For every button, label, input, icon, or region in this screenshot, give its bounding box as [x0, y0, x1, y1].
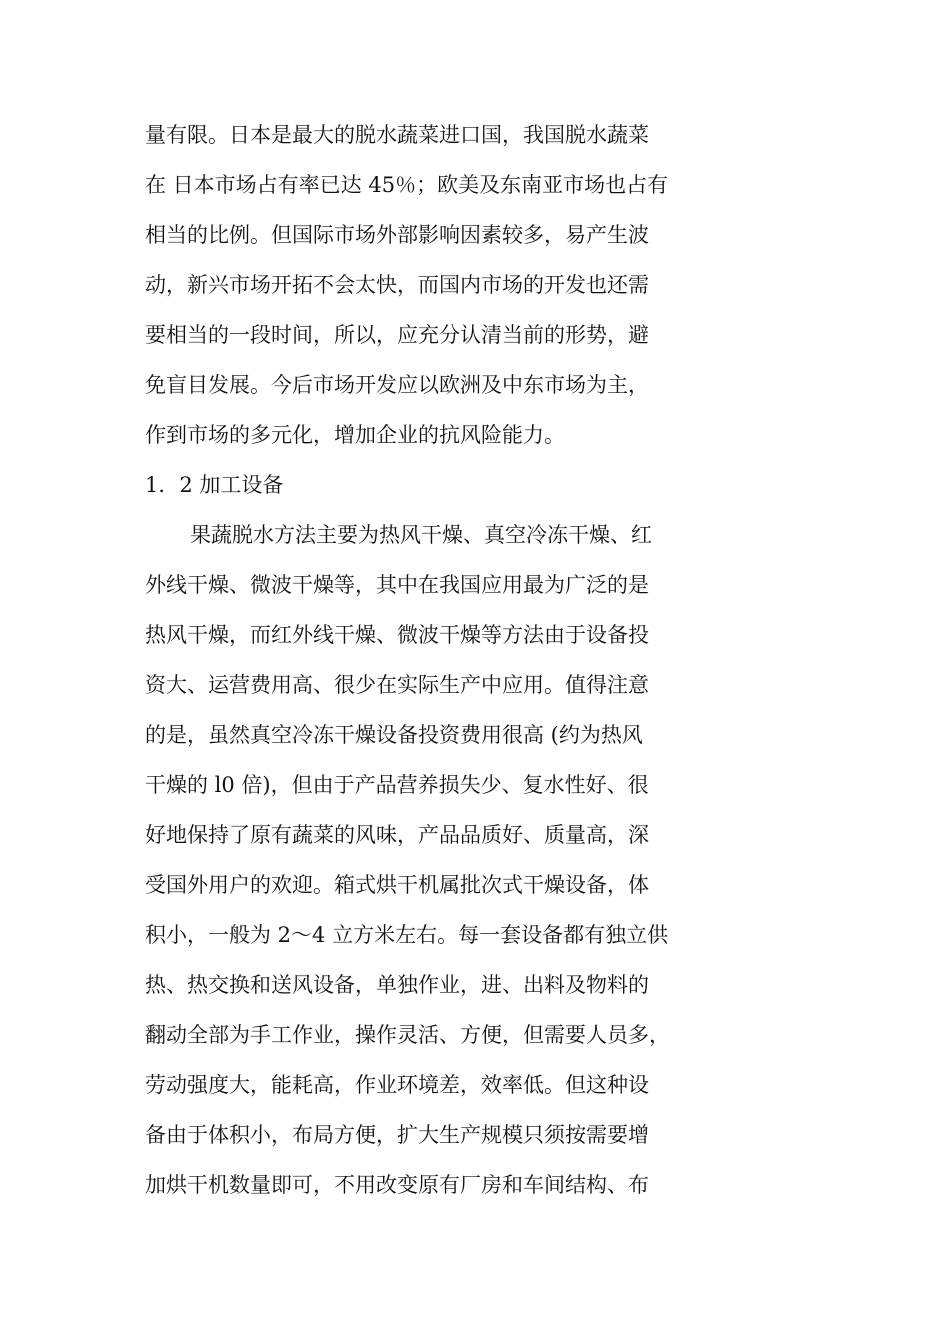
- paragraph-line: 的是，虽然真空冷冻干燥设备投资费用很高 (约为热风: [145, 723, 643, 747]
- paragraph-line: 果蔬脱水方法主要为热风干燥、真空冷冻干燥、红: [190, 523, 652, 547]
- paragraph-line: 干燥的 l0 倍)，但由于产品营养损失少、复水性好、很: [145, 773, 649, 797]
- paragraph-line: 加烘干机数量即可，不用改变原有厂房和车间结构、布: [145, 1173, 649, 1197]
- section-heading: 1．2 加工设备: [145, 473, 284, 497]
- paragraph-line: 作到市场的多元化，增加企业的抗风险能力。: [145, 423, 565, 447]
- paragraph-line: 翻动全部为手工作业，操作灵活、方便，但需要人员多，: [145, 1023, 670, 1047]
- paragraph-line: 相当的比例。但国际市场外部影响因素较多，易产生波: [145, 223, 649, 247]
- paragraph-line: 免盲目发展。今后市场开发应以欧洲及中东市场为主，: [145, 373, 649, 397]
- paragraph-line: 外线干燥、微波干燥等，其中在我国应用最为广泛的是: [145, 573, 649, 597]
- paragraph-line: 热、热交换和送风设备，单独作业，进、出料及物料的: [145, 973, 649, 997]
- paragraph-line: 热风干燥，而红外线干燥、微波干燥等方法由于设备投: [145, 623, 649, 647]
- paragraph-line: 量有限。日本是最大的脱水蔬菜进口国，我国脱水蔬菜: [145, 123, 649, 147]
- paragraph-line: 备由于体积小，布局方便，扩大生产规模只须按需要增: [145, 1123, 649, 1147]
- paragraph-line: 动，新兴市场开拓不会太快，而国内市场的开发也还需: [145, 273, 649, 297]
- paragraph-line: 受国外用户的欢迎。箱式烘干机属批次式干燥设备，体: [145, 873, 649, 897]
- paragraph-line: 积小，一般为 2～4 立方米左右。每一套设备都有独立供: [145, 923, 669, 947]
- paragraph-line: 在 日本市场占有率已达 45％；欧美及东南亚市场也占有: [145, 173, 669, 197]
- paragraph-line: 劳动强度大，能耗高，作业环境差，效率低。但这种设: [145, 1073, 649, 1097]
- paragraph-line: 好地保持了原有蔬菜的风味，产品品质好、质量高，深: [145, 823, 649, 847]
- paragraph-line: 资大、运营费用高、很少在实际生产中应用。值得注意: [145, 673, 649, 697]
- paragraph-line: 要相当的一段时间，所以，应充分认清当前的形势，避: [145, 323, 649, 347]
